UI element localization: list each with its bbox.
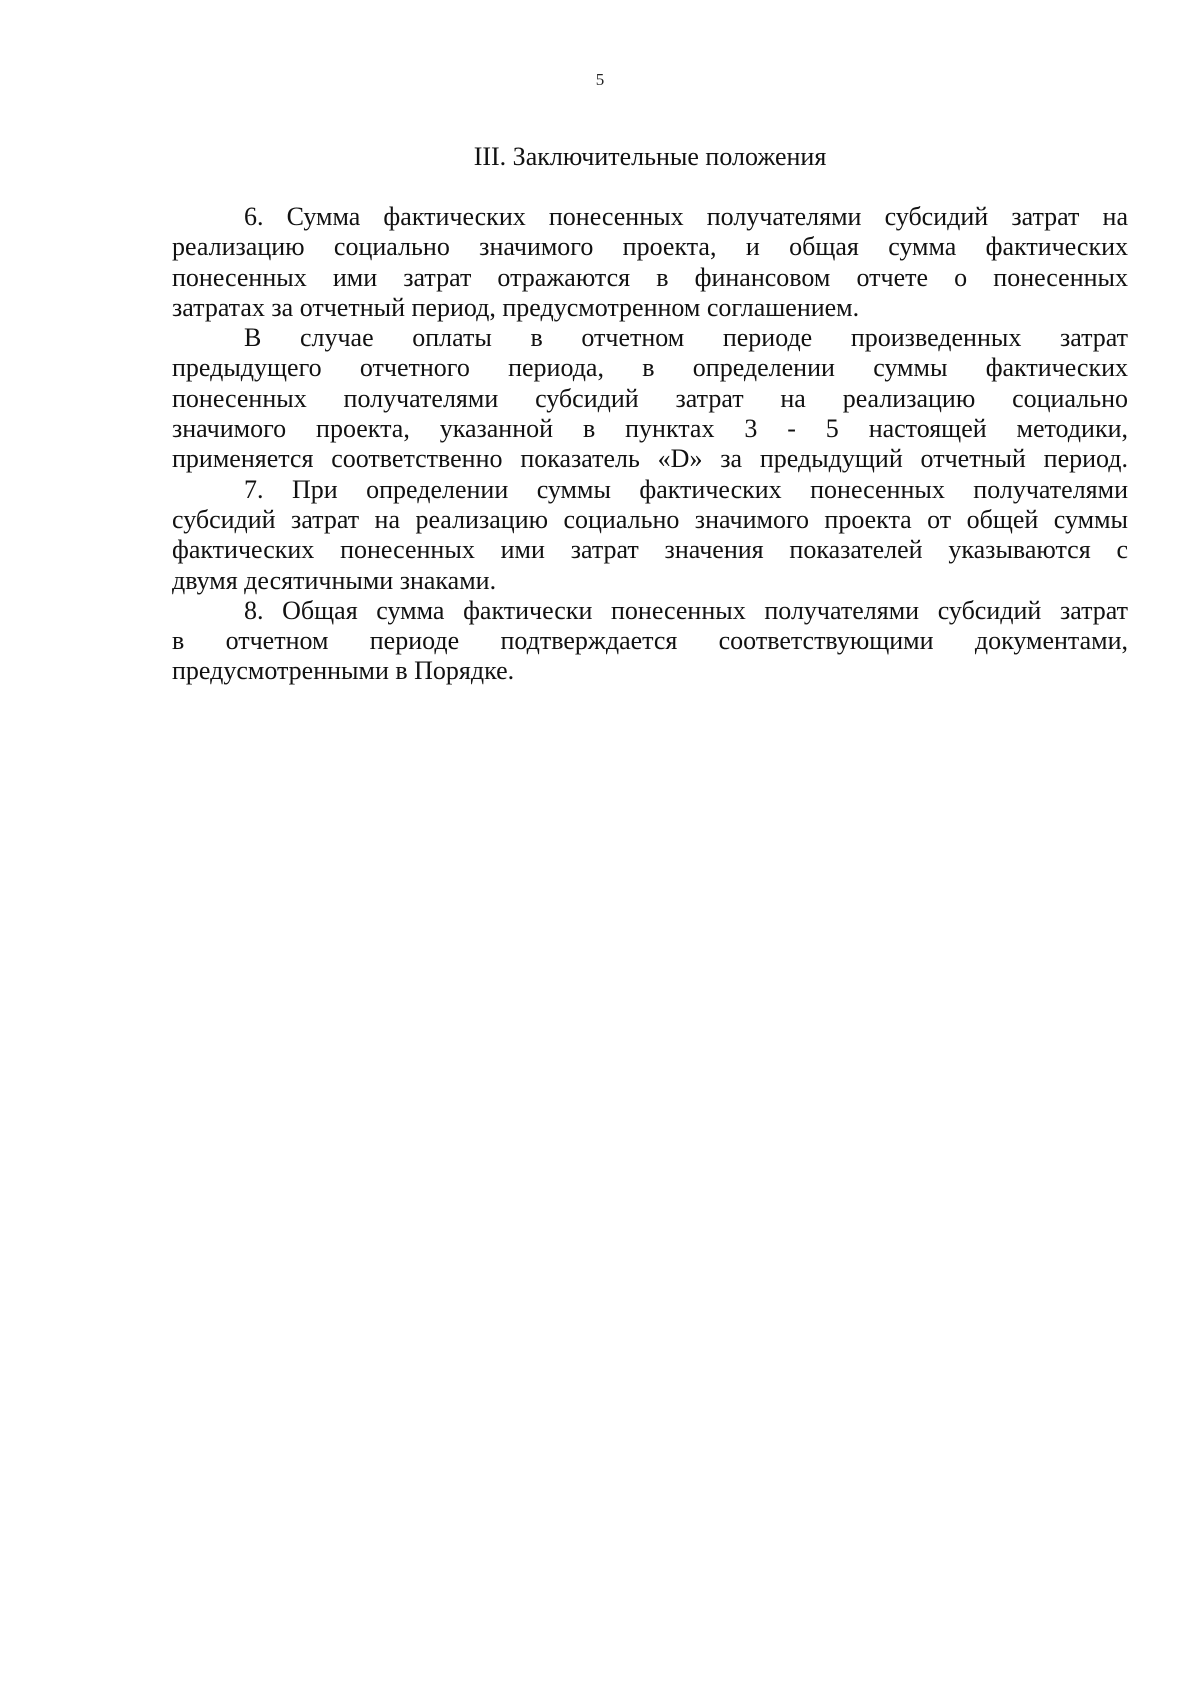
section-title: III. Заключительные положения — [473, 142, 827, 171]
text-line: 6. Сумма фактических понесенных получателями субсидий затрат на — [244, 202, 1128, 231]
text-line: предусмотренными в Порядке. — [172, 656, 515, 686]
text-line: предыдущего отчетного периода, в определении суммы фактических — [172, 353, 1128, 383]
text-line: двумя десятичными знаками. — [172, 565, 497, 595]
text-line: применяется соответственно показатель «D» за предыдущий отчетный период. — [172, 444, 1128, 474]
text-line: значимого проекта, указанной в пунктах 3 - 5 настоящей методики, — [172, 414, 1128, 444]
paragraph-6 — [172, 202, 1128, 323]
paragraph-7 — [172, 475, 1128, 596]
text-line: 7. При определении суммы фактических понесенных получателями — [244, 474, 1128, 504]
text-line: затратах за отчетный период, предусмотренном соглашением. — [172, 292, 860, 322]
text-line: фактических понесенных ими затрат значения показателей указываются с — [172, 535, 1128, 565]
paragraph-6-continued — [172, 323, 1128, 474]
text-line: В случае оплаты в отчетном периоде произведенных затрат — [244, 323, 1128, 353]
paragraph-8 — [172, 596, 1128, 687]
text-line: понесенных получателями субсидий затрат на реализацию социально — [172, 383, 1128, 413]
text-line: реализацию социально значимого проекта, и общая сумма фактических — [172, 232, 1128, 262]
document-body — [172, 202, 1128, 687]
page-number: 5 — [595, 70, 605, 89]
text-line: в отчетном периоде подтверждается соответствующими документами, — [172, 626, 1128, 656]
text-line: понесенных ими затрат отражаются в финансовом отчете о понесенных — [172, 262, 1128, 292]
text-line: субсидий затрат на реализацию социально значимого проекта от общей суммы — [172, 504, 1128, 534]
text-line: 8. Общая сумма фактически понесенных получателями субсидий затрат — [244, 595, 1128, 625]
